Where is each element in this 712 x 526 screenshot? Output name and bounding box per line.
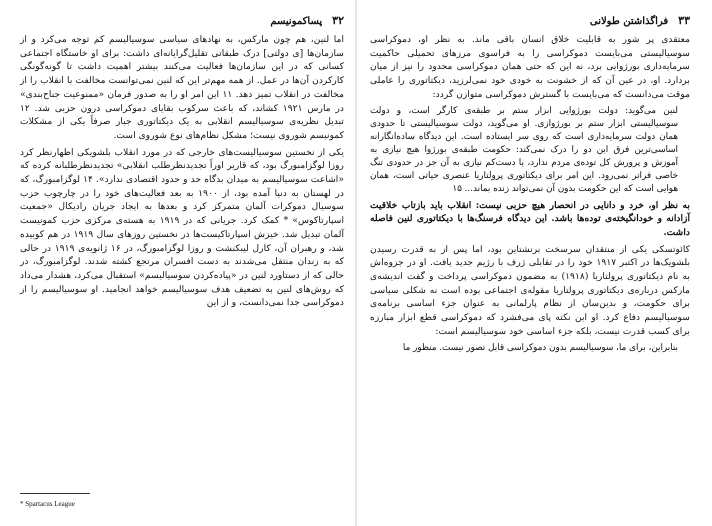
left-page-number: ۳۲ bbox=[332, 14, 344, 27]
left-page-running-title: پساکمونیسم bbox=[270, 16, 323, 27]
bold-paragraph: به نظر او، خرد و دانایی در انحصار هیچ حزبی نیست: انقلاب باید بازتاب خلاقیت آزادانه و خودانگیخته‌ی توده‌ها باشد. این دیدگاه فرسنگ‌ها با دیکتاتوری لنین فاصله داشت. bbox=[370, 199, 690, 238]
left-paragraph: اما لنین، هم چون مارکس، به نهادهای سیاسی سوسیالیسم کم توجه می‌کرد و از سازمان‌ها [ی دولتی] درک طبقاتی تقلیل‌گرایانه‌ای داشت: برای او خاستگاه اجتماعی کسانی که در این سازمان‌ها فعالیت می‌کنند بیشتر اهمیت داشت تا گونه‌گونگی کارکردن آن‌ها در عمل. از همه مهم‌تر این که لنین نمی‌توانست مخالفت با انقلاب را از مخالفت در انقلاب تمیز دهد. ۱۱ این امر او را به صدور فرمان «ممنوعیت جناح‌بندی» در مارس ۱۹۲۱ کشاند، که باعث سرکوب بقایای دموکراسی درون حزبی شد. ۱۲ تبدیل نظریه‌ی سوسیالیسم انقلابی به یک دیکتاتوری جبار صرفاً یکی از مشکلات کمونیسم شوروی نیست؛ مشکل نظام‌های نوع شوروی است. bbox=[20, 34, 344, 141]
right-page-running-title: فراگذاشتن طولانی bbox=[589, 16, 669, 27]
left-paragraph: یکی از نخستین سوسیالیست‌های خارجی که در مورد انقلاب بلشویکی اظهارنظر کرد روزا لوگزامبورگ بود، که قاریر اوراً تجدیدنظرطلب انقلابی» تجدیدنظرطلبانه کرده که «اشاعت سوسیالیسم به میدان بدگاه حد و حدود اقتصادی ندارد». ۱۴ لوگزامبورگ، که در لهستان به دنیا آمده بود، از ۱۹۰۰ به بعد فعالیت‌های خود را در چارچوب حزب سوسیال دموکرات آلمان متمرکز کرد و بعدها به ایجاد جریان رادیکال «جمعیت اسپارتاکوس» * کمک کرد. جریانی که در ۱۹۱۹ به هسته‌ی مرکزی حزب کمونیست آلمان تبدیل شد. خیزش اسپارتاکیست‌ها در نخستین روزهای سال ۱۹۱۹ در هم کوبیده شد، و رهبران آن، کارل لیبکنشت و روزا لوگزامبورگ، در ۱۶ ژانویه‌ی ۱۹۱۹ در حالی که به زندان منتقل می‌شدند به دست افسران مرتجع کشته شدند. لوگزامبورگ، در حالی که از دستاورد لنین در «پیاده‌کردن سوسیالیسم» استقبال می‌کرد، هشدار می‌داد که روش‌های لنین به تضعیف هدف سوسیالیسم خواهد انجامید. او سوسیالیسم را از دموکراسی جدا نمی‌دانست، و از این bbox=[20, 146, 345, 309]
right-page bbox=[356, 0, 712, 526]
left-page-header bbox=[20, 14, 344, 27]
footnote: * Spartacus League bbox=[20, 500, 75, 508]
right-paragraph: کائوتسکی یکی از منتقدان سرسخت برنشتاین بود، اما پس از به قدرت رسیدن بلشویک‌ها در اکتبر ۱۹۱۷ خود را در تقابلی ژرف با رژیم جدید یافت. او در جزوه‌اش به نام دیکتاتوری پرولتاریا (۱۹۱۸) به مضمون دموکراسی پرداخت و گفت اندیشه‌ی مارکس درباره‌ی دیکتاتوری پرولتاریا مقوله‌ی اجتماعی بوده است نه شکلی سیاسی برای حکومت، و بدین‌سان از نظام پارلمانی به عنوان جزء اساسی برنامه‌ی سوسیالیسم دفاع کرد. او این نکته پای می‌فشرد که دموکراسی قطع ابزار مبارزه برای کسب قدرت نیست، بلکه جزء اساسی خود سوسیالیسم است: bbox=[370, 243, 691, 337]
footnote-divider bbox=[20, 493, 90, 494]
block-quote: بنابراین، برای ما، سوسیالیسم بدون دموکراسی قابل تصور نیست. منظور ما bbox=[402, 342, 678, 353]
block-quote: لنین می‌گوید: دولت بورژوایی ابزار ستم بر طبقه‌ی کارگر است، و دولت سوسیالیستی ابزار ستم بر بورژوازی. او می‌گوید، دولت سوسیالیستی تا حدودی همان دولت سرمایه‌داری است که روی سر ایستاده است. این دیدگاه ساده‌انگارانه اساسی‌ترین فرق این دو را درک نمی‌کند: حکومت طبقه‌ی بورژوا هیچ نیازی به آموزش و پرورش کل توده‌ی مردم ندارد، یا دست‌کم نیازی به آن جز در حدودی تنگ خاصی فراتر نمی‌رود. این امر برای دیکتاتوری پرولتاریا عنصری حیاتی است، همان هوایی است که این حکومت بدون آن نمی‌تواند زنده بماند... ۱۵ bbox=[370, 105, 678, 194]
right-page-body bbox=[370, 33, 690, 355]
right-page-header bbox=[370, 14, 690, 27]
left-page-body bbox=[20, 33, 344, 310]
book-gutter bbox=[355, 0, 357, 526]
right-paragraph: معتقدی پر شور به قابلیت خلاق انسان باقی ماند. به نظر او، دموکراسی سوسیالیستی می‌بایست دموکراسی را به فراسوی مرزهای تحمیلی حاکمیت سرمایه‌داری بورژوایی برد، نه این که حتی همان دموکراسی محدود را نیز از میان بردارد. او، در عین آن که از خشونت به خودی خود نمی‌لرزید، دیکتاتوری را عاملی موقت می‌دانست که می‌بایست با گسترش دموکراسی متوازن گردد: bbox=[370, 34, 690, 100]
right-page-number: ۳۳ bbox=[678, 14, 690, 27]
